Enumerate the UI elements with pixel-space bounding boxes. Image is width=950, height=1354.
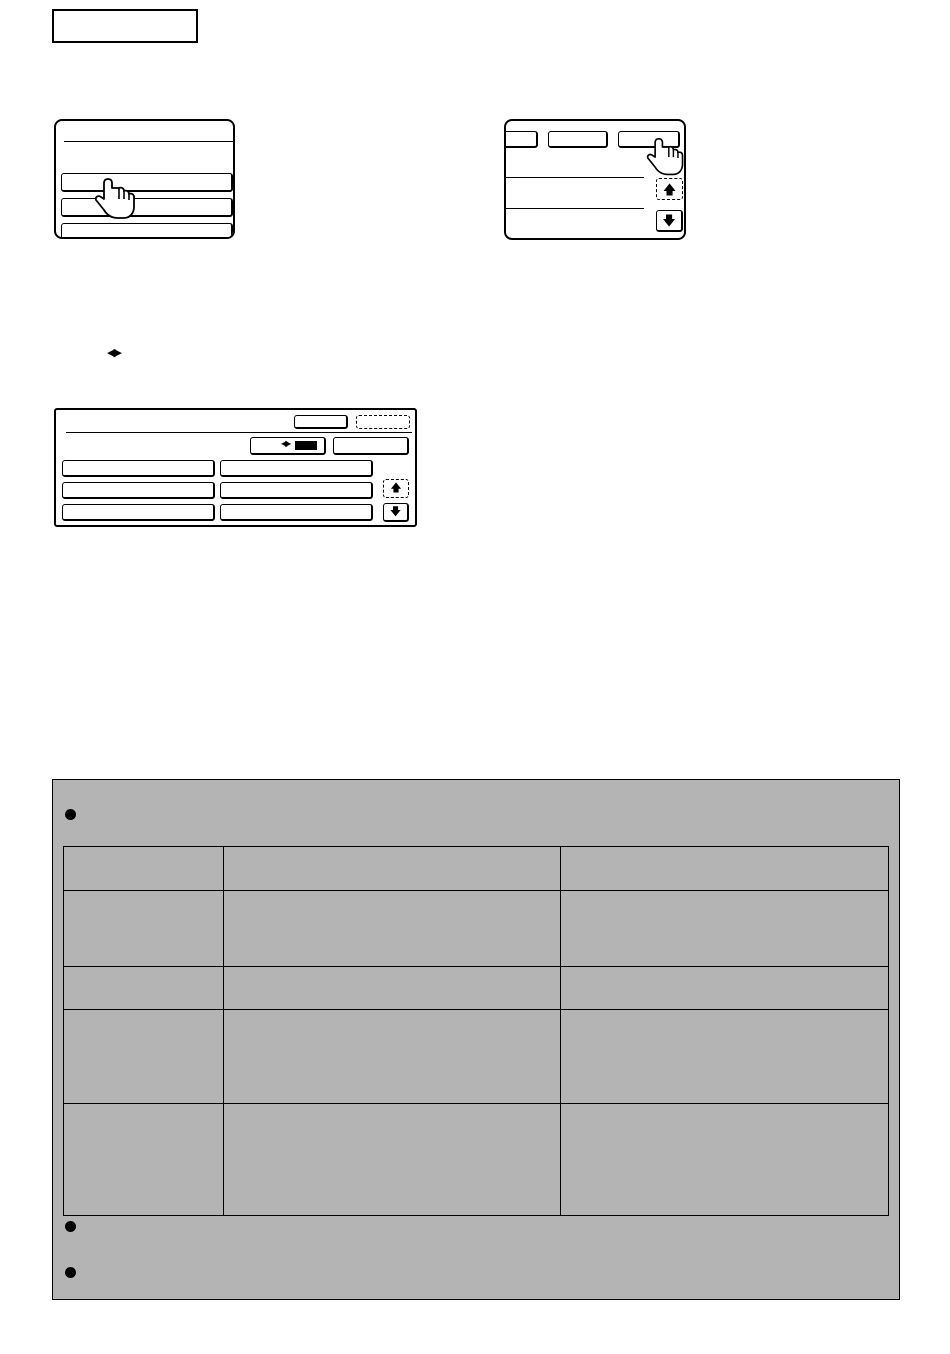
table-cell bbox=[561, 891, 889, 967]
bullet-dot-icon bbox=[65, 1221, 76, 1232]
left-right-triangles-icon: ◀▶ bbox=[107, 347, 120, 359]
table-cell bbox=[561, 1104, 889, 1216]
grid-key-2[interactable] bbox=[220, 460, 373, 477]
screen-illustration-grid bbox=[54, 408, 417, 527]
table-row bbox=[64, 1104, 889, 1216]
value-indicator bbox=[295, 441, 317, 450]
screen-illustration-tabs bbox=[504, 119, 686, 240]
list-key-2[interactable] bbox=[61, 198, 233, 217]
title-divider bbox=[64, 141, 233, 142]
tab-2[interactable] bbox=[548, 131, 608, 148]
table-cell bbox=[64, 847, 224, 891]
table-row bbox=[64, 891, 889, 967]
option-key[interactable] bbox=[333, 437, 409, 455]
table-cell bbox=[561, 967, 889, 1010]
row-divider-2 bbox=[506, 208, 644, 209]
grid-key-5[interactable] bbox=[62, 504, 215, 521]
down-arrow-icon[interactable]: 🡇 bbox=[656, 210, 683, 232]
table-cell bbox=[64, 1104, 224, 1216]
switch-key[interactable] bbox=[250, 437, 326, 455]
top-key-1[interactable] bbox=[294, 415, 348, 429]
table-cell bbox=[561, 847, 889, 891]
section-label-box bbox=[52, 9, 198, 43]
grid-key-3[interactable] bbox=[62, 482, 215, 499]
table-cell bbox=[64, 891, 224, 967]
list-key-1[interactable] bbox=[61, 173, 233, 192]
row-divider-3 bbox=[506, 239, 644, 240]
row-divider-1 bbox=[506, 177, 644, 178]
pointing-hand-icon bbox=[94, 177, 140, 223]
table-cell bbox=[561, 1010, 889, 1104]
bullet-dot-icon bbox=[65, 809, 76, 820]
list-key-3[interactable] bbox=[61, 223, 233, 239]
grid-key-6[interactable] bbox=[220, 504, 373, 521]
table-cell bbox=[64, 1010, 224, 1104]
table-row bbox=[64, 967, 889, 1010]
table-cell bbox=[223, 967, 561, 1010]
table-cell bbox=[223, 847, 561, 891]
up-arrow-icon[interactable]: 🡅 bbox=[656, 178, 683, 200]
left-right-triangles-icon: ◀▶ bbox=[281, 439, 290, 448]
note-table bbox=[63, 846, 889, 1216]
grid-key-4[interactable] bbox=[220, 482, 373, 499]
table-cell bbox=[223, 891, 561, 967]
top-key-2[interactable] bbox=[356, 415, 410, 429]
table-cell bbox=[223, 1104, 561, 1216]
screen-illustration-list bbox=[54, 119, 235, 239]
table-row bbox=[64, 847, 889, 891]
up-arrow-icon[interactable]: 🡅 bbox=[383, 479, 409, 498]
table-cell bbox=[223, 1010, 561, 1104]
note-box bbox=[52, 779, 900, 1300]
bullet-dot-icon bbox=[65, 1267, 76, 1278]
title-divider bbox=[66, 432, 412, 433]
table-row bbox=[64, 1010, 889, 1104]
pointing-hand-icon bbox=[646, 137, 686, 179]
grid-key-1[interactable] bbox=[62, 460, 215, 477]
tab-1[interactable] bbox=[504, 131, 538, 148]
table-cell bbox=[64, 967, 224, 1010]
down-arrow-icon[interactable]: 🡇 bbox=[383, 503, 409, 522]
